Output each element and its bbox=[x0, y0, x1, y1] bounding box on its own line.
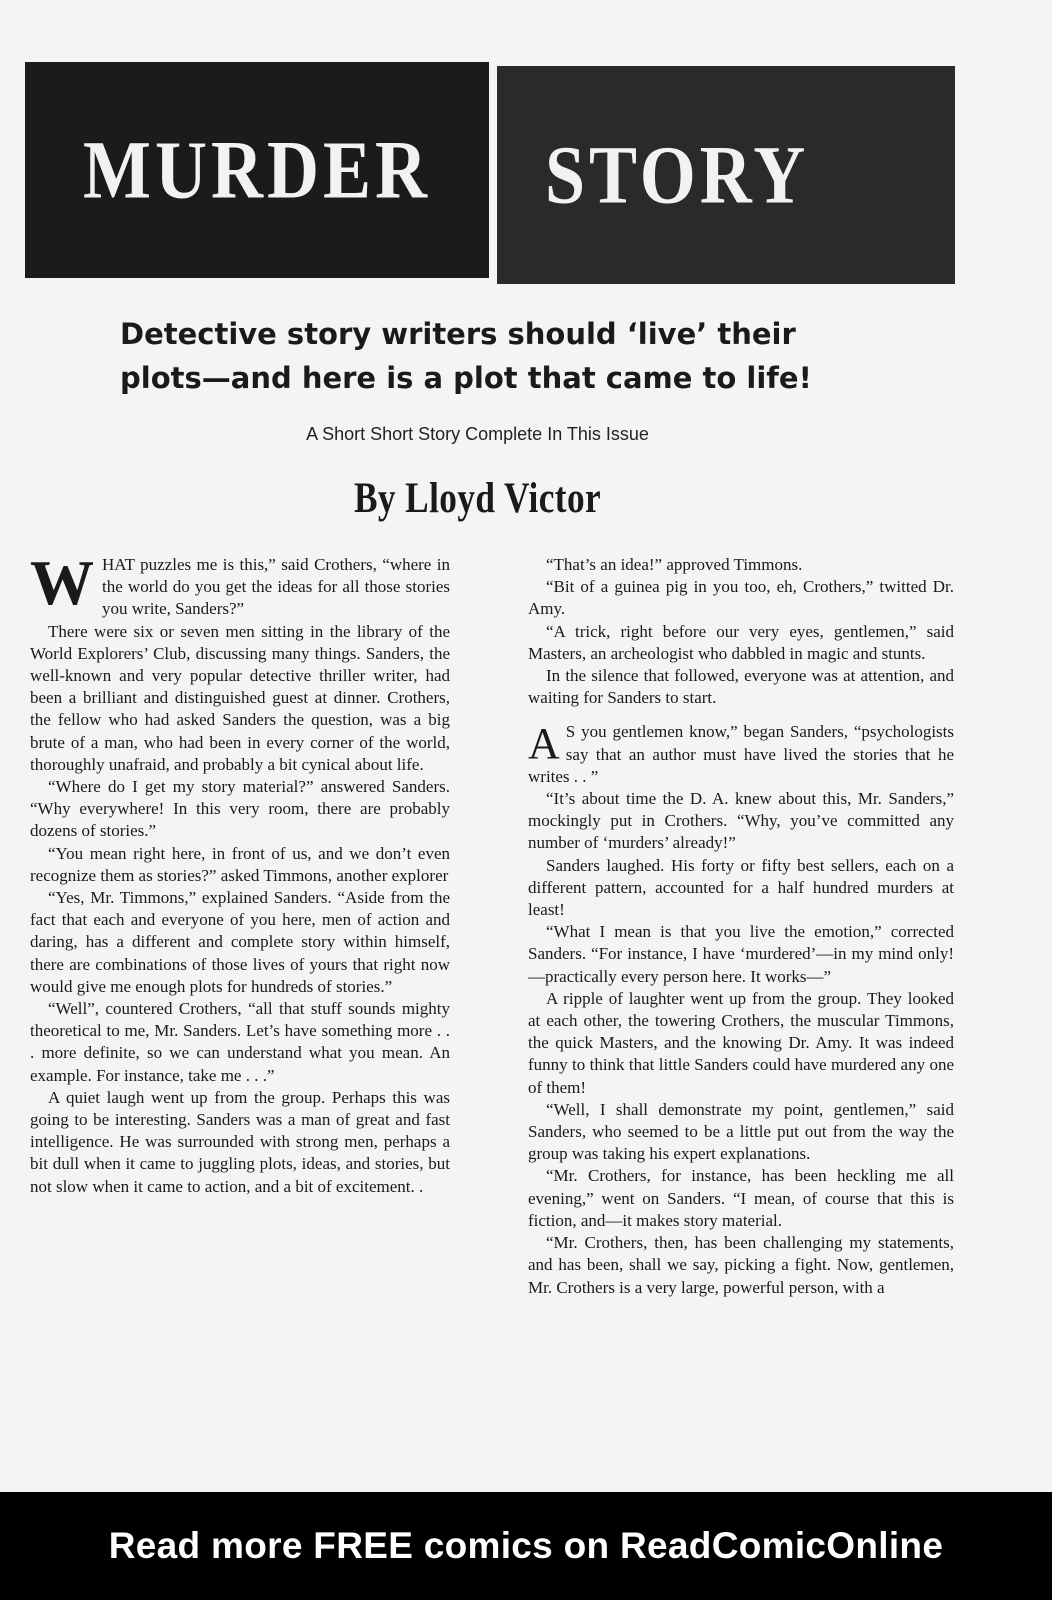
paragraph: “Mr. Crothers, for instance, has been heckling me all evening,” went on Sanders. “I mean, of course that this is fiction, and—it makes story material. bbox=[528, 1166, 954, 1230]
paragraph: “Yes, Mr. Timmons,” explained Sanders. “Aside from the fact that each and everyone of you here, men of action and daring, has a different and complete story within himself, there are combinations of those lives of yours that right now would give me enough plots for hundreds of stories.” bbox=[30, 888, 450, 996]
paragraph: “Bit of a guinea pig in you too, eh, Crothers,” twitted Dr. Amy. bbox=[528, 577, 954, 619]
paragraph: Sanders laughed. His forty or fifty best sellers, each on a different pattern, accounted for a half hundred murders at least! bbox=[528, 855, 954, 920]
paragraph: “Well, I shall demonstrate my point, gentlemen,” said Sanders, who seemed to be a little put out from the way the group was taking his expert explanations. bbox=[528, 1099, 954, 1164]
footer-banner[interactable] bbox=[0, 1492, 1052, 1600]
paragraph: In the silence that followed, everyone was at attention, and waiting for Sanders to start. bbox=[528, 666, 954, 708]
title-murder: MURDER bbox=[83, 123, 431, 216]
left-column bbox=[30, 547, 450, 1198]
paragraph: “A trick, right before our very eyes, gentlemen,” said Masters, an archeologist who dabbled in magic and stunts. bbox=[528, 621, 954, 663]
paragraph: “Where do I get my story material?” answered Sanders. “Why everywhere! In this very room, there are probably dozens of stories.” bbox=[30, 777, 450, 841]
paragraph: “Well”, countered Crothers, “all that stuff sounds mighty theoretical to me, Mr. Sanders. Let’s have something more . . . more definite, so we can understand what you mean. An example. For instance, take me . . .” bbox=[30, 999, 450, 1085]
tagline bbox=[120, 312, 940, 400]
drop-cap: A bbox=[528, 719, 560, 769]
byline: By Lloyd Victor bbox=[353, 475, 602, 522]
title-banner-left bbox=[25, 62, 489, 278]
paragraph: “What I mean is that you live the emotion,” corrected Sanders. “For instance, I have ‘murdered’—in my mind only!—practically every person here. It works—” bbox=[528, 922, 954, 986]
section-break bbox=[528, 709, 954, 721]
paragraph: “That’s an idea!” approved Timmons. bbox=[546, 555, 803, 574]
paragraph: WHAT puzzles me is this,” said Crothers, “where in the world do you get the ideas for all those stories you write, Sanders?” bbox=[30, 547, 450, 619]
paragraph: “Mr. Crothers, then, has been challenging my statements, and has been, shall we say, picking a fight. Now, gentlemen, Mr. Crothers is a very large, powerful person, with a bbox=[528, 1233, 954, 1297]
paragraph: There were six or seven men sitting in the library of the World Explorers’ Club, discussing many things. Sanders, the well-known and very popular detective thriller writer, had been a brilliant and distinguished guest at dinner. Crothers, the fellow who had asked Sanders the question, was a big brute of a man, who had been in every corner of the world, thoroughly unafraid, and probably a bit cynical about life. bbox=[30, 621, 450, 774]
paragraph: A S you gentlemen know,” began Sanders, “psychologists say that an author must have lived the stories that he writes . . ” bbox=[528, 719, 954, 786]
drop-cap: W bbox=[30, 547, 94, 618]
paragraph: “It’s about time the D. A. knew about this, Mr. Sanders,” mockingly put in Crothers. “Why, you’ve committed any number of ‘murders’ already!” bbox=[528, 789, 954, 853]
paragraph: “You mean right here, in front of us, and we don’t even recognize them as stories?” asked Timmons, another explorer bbox=[30, 843, 450, 885]
paragraph: A ripple of laughter went up from the group. They looked at each other, the towering Crothers, the muscular Timmons, the quick Masters, and the knowing Dr. Amy. It was indeed funny to think that little Sanders could have murdered any one of them! bbox=[528, 988, 954, 1097]
right-column bbox=[528, 554, 954, 1299]
title-banner-right bbox=[497, 66, 955, 284]
tagline-line-1: Detective story writers should ‘live’ their bbox=[120, 317, 796, 351]
subtitle: A Short Short Story Complete In This Issue bbox=[306, 424, 649, 444]
title-story: STORY bbox=[545, 128, 810, 221]
footer-link[interactable]: Read more FREE comics on ReadComicOnline bbox=[108, 1525, 944, 1566]
tagline-line-2: plots—and here is a plot that came to life! bbox=[120, 361, 812, 395]
paragraph: A quiet laugh went up from the group. Perhaps this was going to be interesting. Sanders was a man of great and fast intelligence. He was surrounded with strong men, perhaps a bit dull when it came to juggling plots, ideas, and stories, but not slow when it came to action, and a bit of excitement. . bbox=[30, 1087, 450, 1196]
